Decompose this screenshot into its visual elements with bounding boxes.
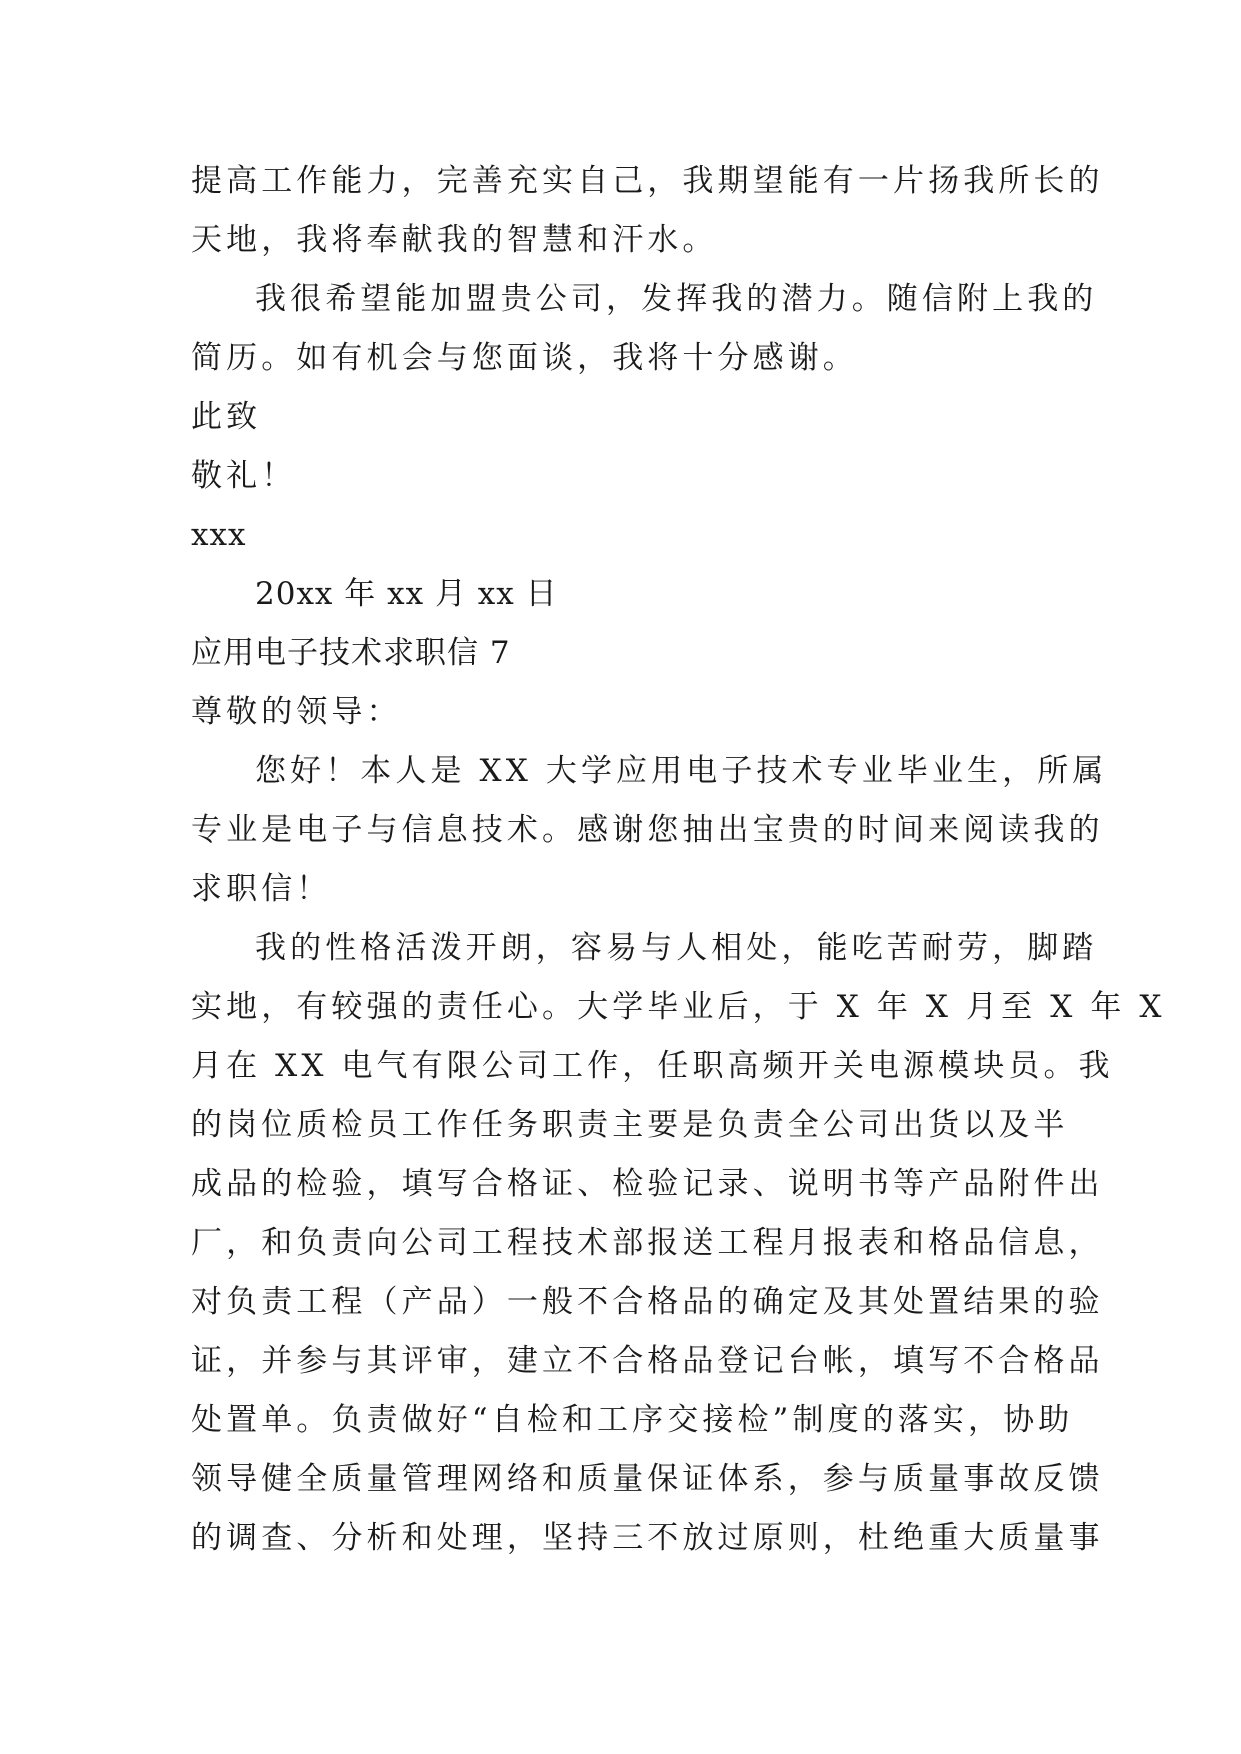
greeting: 尊敬的领导：: [191, 694, 402, 730]
letter-body: [191, 152, 1166, 1568]
text-line: 求职信！: [191, 871, 332, 907]
text-line: 提高工作能力，完善充实自己，我期望能有一片扬我所长的: [191, 163, 1104, 199]
text-line: 天地，我将奉献我的智慧和汗水。: [191, 222, 718, 258]
text-line: 专业是电子与信息技术。感谢您抽出宝贵的时间来阅读我的: [191, 812, 1104, 848]
text-line: 我的性格活泼开朗，容易与人相处，能吃苦耐劳，脚踏: [255, 930, 1098, 966]
text-line: 对负责工程（产品）一般不合格品的确定及其处置结果的验: [191, 1284, 1104, 1320]
closing-regards: 敬礼！: [191, 458, 297, 494]
text-line: 成品的检验，填写合格证、检验记录、说明书等产品附件出: [191, 1166, 1104, 1202]
signature-date: 20xx 年 xx 月 xx 日: [255, 576, 558, 612]
text-line: 的调查、分析和处理，坚持三不放过原则，杜绝重大质量事: [191, 1520, 1104, 1556]
text-line: 证，并参与其评审，建立不合格品登记台帐，填写不合格品: [191, 1343, 1104, 1379]
text-line: 处置单。负责做好“自检和工序交接检”制度的落实，协助: [191, 1402, 1074, 1438]
text-line: 的岗位质检员工作任务职责主要是负责全公司出货以及半: [191, 1107, 1069, 1143]
signature-name: xxx: [191, 517, 247, 553]
text-line: 我很希望能加盟贵公司，发挥我的潜力。随信附上我的: [255, 281, 1098, 317]
text-line: 月在 XX 电气有限公司工作，任职高频开关电源模块员。我: [191, 1048, 1114, 1084]
closing-salutation: 此致: [191, 399, 262, 435]
text-line: 您好！本人是 XX 大学应用电子技术专业毕业生，所属: [255, 753, 1108, 789]
text-line: 领导健全质量管理网络和质量保证体系，参与质量事故反馈: [191, 1461, 1104, 1497]
text-line: 厂，和负责向公司工程技术部报送工程月报表和格品信息，: [191, 1225, 1104, 1261]
text-line: 实地，有较强的责任心。大学毕业后，于 X 年 X 月至 X 年 X: [191, 989, 1166, 1025]
section-heading: 应用电子技术求职信 7: [191, 635, 511, 671]
text-line: 简历。如有机会与您面谈，我将十分感谢。: [191, 340, 858, 376]
